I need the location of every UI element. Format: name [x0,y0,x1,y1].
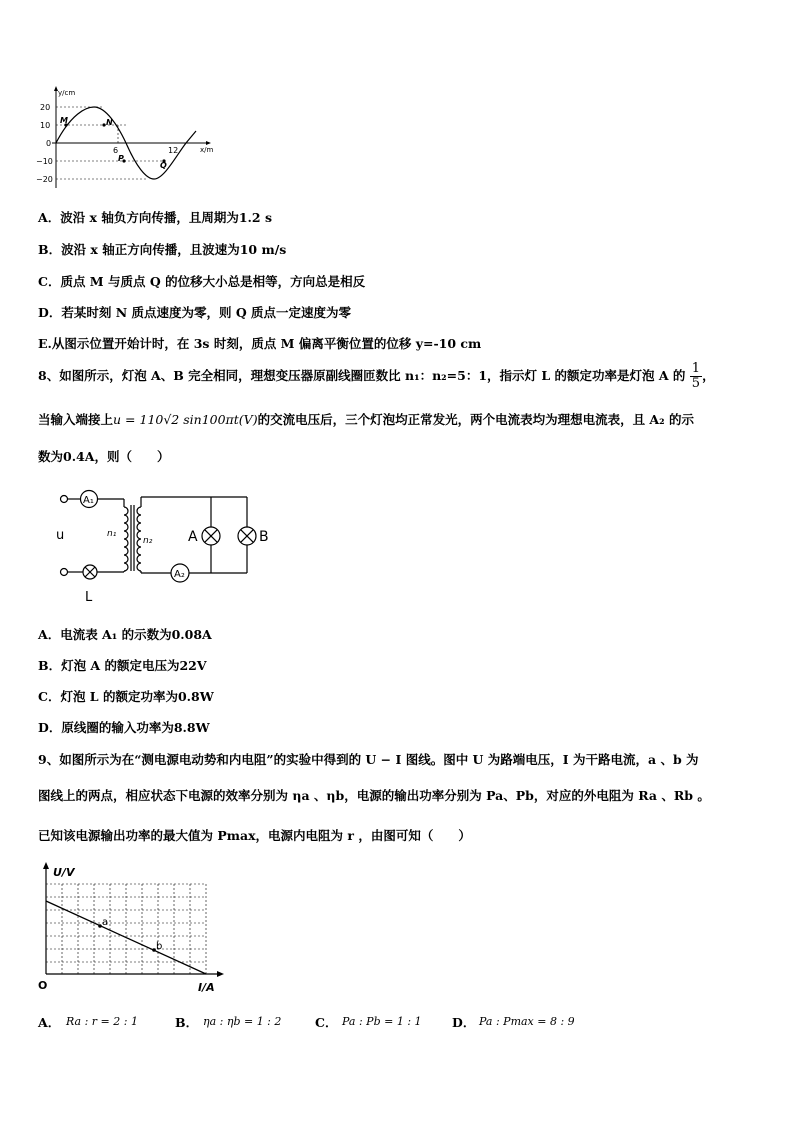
q9-option-d-formula: Pa : Pmax = 8 : 9 [479,1015,575,1028]
x-tick-12: 12 [168,146,179,155]
point-b-label: b [156,941,163,952]
point-a-label: a [102,917,109,928]
ammeter-a1-label: A₁ [83,495,94,506]
x-axis-label: x/m [200,146,214,154]
y-tick-neg20: −20 [36,175,53,184]
point-n-label: N [106,118,113,127]
point-q-label: Q [160,161,167,170]
q8-frac-den: 5 [691,376,701,391]
q8-fraction [690,362,702,391]
lamp-a-label: A [188,529,198,545]
x-axis-label-ia: I/A [198,981,215,994]
q9-option-a-label: A． [38,1015,61,1030]
n2-label: n₂ [143,536,153,546]
q9-line-1: 9、如图所示为在“测电源电动势和内电阻”的实验中得到的 U − I 图线。图中 U 为路端电压，I 为干路电流，a 、b 为 [38,752,699,767]
lamp-a-icon [202,527,220,545]
point-m-label: M [60,116,68,125]
q8-option-a: A．电流表 A₁ 的示数为0.08A [38,627,212,642]
lamp-l-label: L [85,590,93,605]
lamp-l-icon [83,565,97,579]
q8-line-2 [38,410,694,428]
q9-option-a-formula: Ra : r = 2 : 1 [66,1015,138,1028]
ui-line [46,901,206,974]
q8-line-3: 数为0.4A，则（ ） [38,449,170,464]
y-axis-label-uv: U/V [53,866,75,879]
lamp-b-label: B [259,529,269,545]
n1-label: n₁ [107,529,117,539]
x-tick-6: 6 [113,146,119,155]
y-axis-label: y/cm [58,89,76,97]
q8-option-c: C．灯泡 L 的额定功率为0.8W [38,689,214,704]
origin-label: O [38,979,48,992]
y-tick-10: 10 [40,121,51,130]
q9-option-b-label: B． [175,1015,199,1030]
q9-option-d-label: D． [452,1015,476,1030]
q7-option-d: D．若某时刻 N 质点速度为零，则 Q 质点一定速度为零 [38,305,352,320]
q9-line-3: 已知该电源输出功率的最大值为 Pmax，电源内电阻为 r ，由图可知（ ） [38,828,471,843]
q7-option-a: A．波沿 x 轴负方向传播，且周期为1.2 s [38,210,272,225]
q8-line-1-end: ， [702,368,715,383]
q8-line-2-post: 的交流电压后，三个灯泡均正常发光，两个电流表均为理想电流表，且 A₂ 的示 [257,412,694,427]
y-tick-0: 0 [46,139,52,148]
q8-line-1 [38,362,715,391]
q9-option-b-formula: ηa : ηb = 1 : 2 [203,1015,282,1028]
input-u-label: u [56,528,65,543]
q8-line-2-pre: 当输入端接上 [38,412,114,427]
q7-option-c: C．质点 M 与质点 Q 的位移大小总是相等，方向总是相反 [38,274,366,289]
y-tick-20: 20 [40,103,51,112]
q7-option-b: B．波沿 x 轴正方向传播，且波速为10 m/s [38,242,287,257]
ui-graph [36,862,236,994]
q8-formula: u = 110√2 sin100πt(V) [113,412,258,427]
q9-option-c-label: C． [315,1015,338,1030]
q7-option-e: E.从图示位置开始计时，在 3s 时刻，质点 M 偏离平衡位置的位移 y=-10 cm [38,336,482,351]
ammeter-a2-label: A₂ [174,569,185,580]
q9-line-2: 图线上的两点，相应状态下电源的效率分别为 ηa 、ηb，电源的输出功率分别为 Pa、Pb，对应的外电阻为 Ra 、Rb 。 [38,788,710,803]
lamp-b-icon [238,527,256,545]
q9-option-c-formula: Pa : Pb = 1 : 1 [342,1015,422,1028]
point-p-label: P [118,154,124,163]
q8-frac-num: 1 [691,361,701,376]
wave-graph [36,86,216,196]
q8-option-b: B．灯泡 A 的额定电压为22V [38,658,207,673]
q8-option-d: D．原线圈的输入功率为8.8W [38,720,210,735]
q8-line-1-text: 8、如图所示，灯泡 A、B 完全相同，理想变压器原副线圈匝数比 n₁：n₂=5：1，指示灯 L 的额定功率是灯泡 A 的 [38,368,686,383]
y-tick-neg10: −10 [36,157,53,166]
circuit-diagram [52,483,292,608]
